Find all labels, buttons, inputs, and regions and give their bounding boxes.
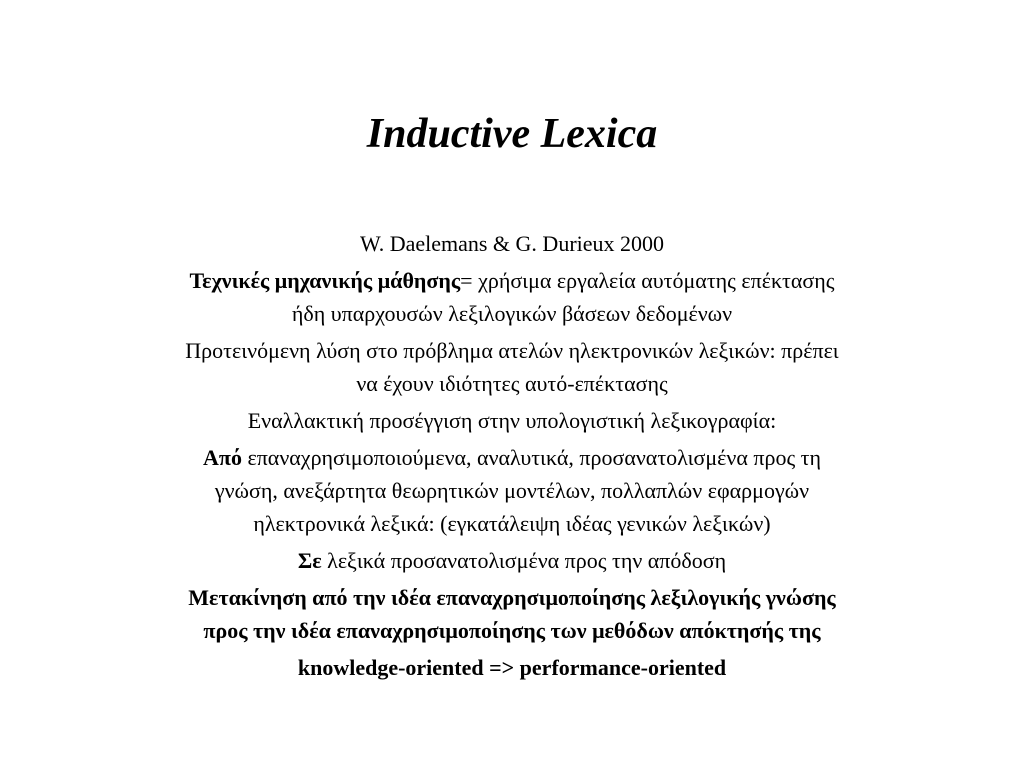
bold-term: Από (203, 445, 242, 470)
paragraph-summary (80, 651, 944, 684)
paragraph-shift (80, 581, 944, 647)
line-text: Εναλλακτική προσέγγιση στην υπολογιστική λεξικογραφία: (247, 408, 777, 433)
paragraph-alternative-approach (80, 404, 944, 437)
line-text: ηλεκτρονικά λεξικά: (εγκατάλειψη ιδέας γενικών λεξικών) (253, 511, 771, 536)
line-text: = χρήσιμα εργαλεία αυτόματης επέκτασης (460, 268, 835, 293)
line-text: γνώση, ανεξάρτητα θεωρητικών μοντέλων, πολλαπλών εφαρμογών (214, 478, 810, 503)
line-text: επαναχρησιμοποιούμενα, αναλυτικά, προσανατολισμένα προς τη (241, 445, 821, 470)
paragraph-citation (80, 227, 944, 260)
slide-title: Inductive Lexica (366, 111, 658, 157)
citation-text: W. Daelemans & G. Durieux 2000 (359, 231, 665, 256)
line-text: προς την ιδέα επαναχρησιμοποίησης των μεθόδων απόκτησής της (203, 618, 821, 643)
bold-term: Τεχνικές μηχανικής μάθησης (189, 268, 461, 293)
paragraph-line (80, 264, 944, 297)
paragraph-from (80, 441, 944, 540)
line-text: ήδη υπαρχουσών λεξιλογικών βάσεων δεδομένων (291, 301, 733, 326)
line-text: Μετακίνηση από την ιδέα επαναχρησιμοποίησης λεξιλογικής γνώσης (188, 585, 836, 610)
paragraph-proposed-solution (80, 334, 944, 400)
paragraph-machine-learning (80, 264, 944, 330)
line-text: Προτεινόμενη λύση στο πρόβλημα ατελών ηλεκτρονικών λεξικών: πρέπει (185, 338, 839, 363)
paragraph-line (80, 441, 944, 474)
paragraph-to (80, 544, 944, 577)
line-text: να έχουν ιδιότητες αυτό-επέκτασης (356, 371, 668, 396)
bold-term: Σε (297, 548, 322, 573)
line-text: λεξικά προσανατολισμένα προς την απόδοση (321, 548, 727, 573)
paragraph-line (80, 544, 944, 577)
slide-body (80, 227, 944, 688)
summary-text: knowledge-oriented => performance-oriented (297, 655, 727, 680)
